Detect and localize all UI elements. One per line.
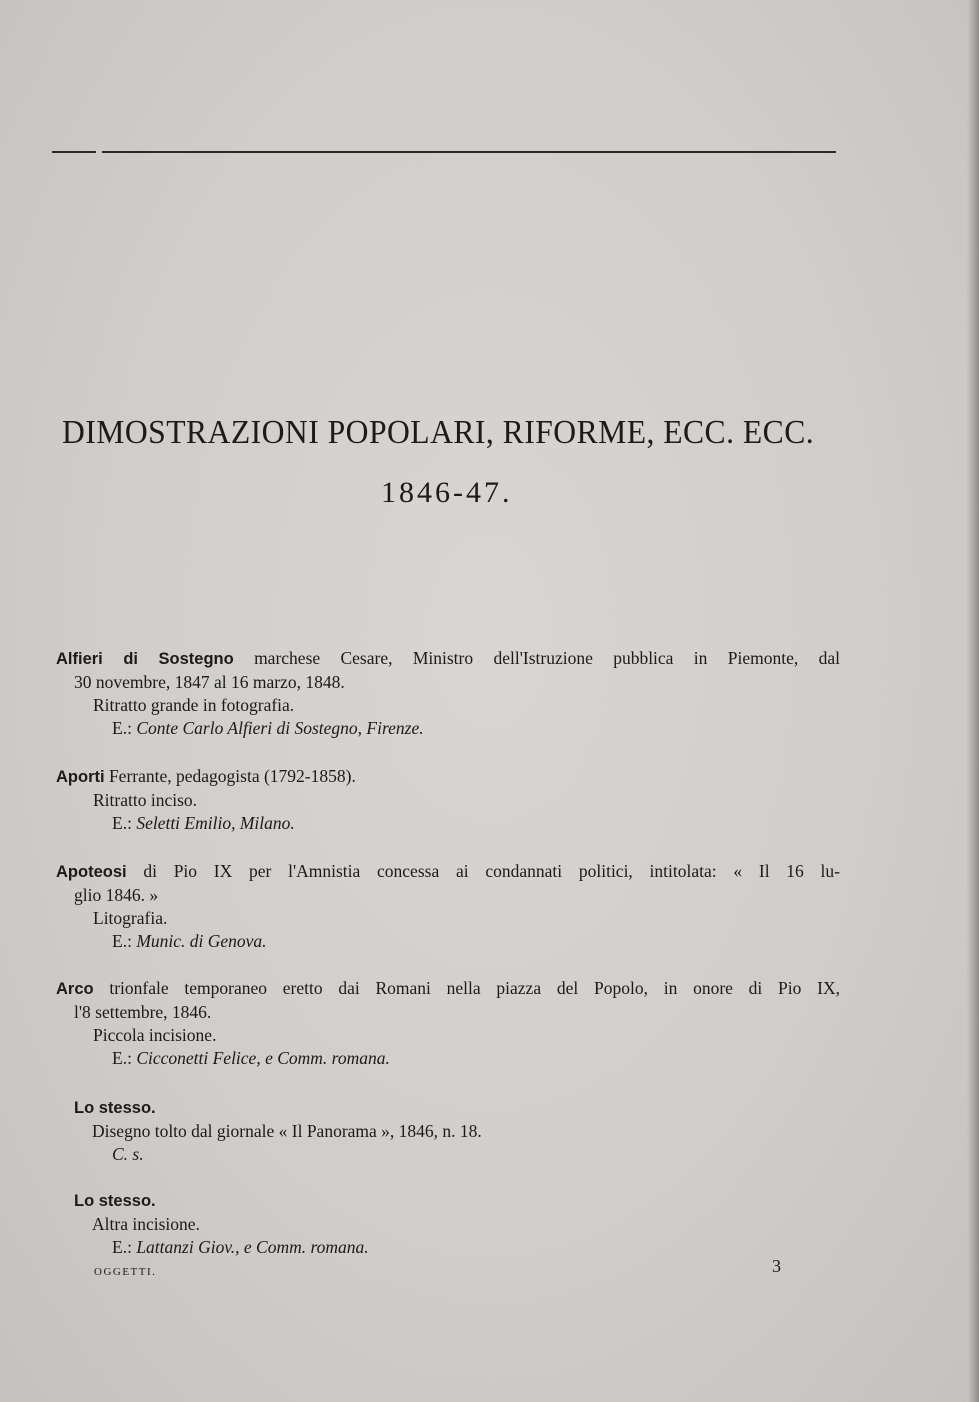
entry-editor	[74, 1143, 860, 1166]
entry-head: Alfieri di Sostegno	[56, 650, 234, 668]
entry-kind: Ritratto grande in fotografia.	[93, 695, 295, 715]
entry-head: Lo stesso.	[74, 1192, 156, 1210]
editor-prefix: E.:	[112, 718, 137, 738]
entry-first-line	[56, 860, 840, 884]
entry-continuation: glio 1846. »	[74, 885, 159, 905]
editor-name: Seletti Emilio, Milano.	[136, 813, 295, 833]
entry-first-line	[74, 1189, 860, 1213]
section-years: 1846-47.	[381, 476, 513, 509]
entry-continuation: l'8 settembre, 1846.	[74, 1002, 212, 1022]
editor-name: C. s.	[112, 1144, 144, 1164]
entry-kind: Litografia.	[93, 908, 168, 928]
entry-arco	[56, 977, 842, 1070]
entry-editor	[74, 1236, 860, 1259]
entry-head: Lo stesso.	[74, 1099, 156, 1117]
page-number: 3	[772, 1256, 781, 1276]
editor-prefix: E.:	[112, 1048, 137, 1068]
editor-name: Lattanzi Giov., e Comm. romana.	[136, 1237, 369, 1257]
entry-first-line	[56, 977, 840, 1001]
header-rule	[52, 151, 836, 169]
rule-segment-long	[102, 151, 836, 153]
entry-text: Ferrante, pedagogista (1792-1858).	[104, 766, 356, 786]
entry-continuation: 30 novembre, 1847 al 16 marzo, 1848.	[74, 672, 345, 692]
entry-first-line	[56, 647, 840, 671]
entry-editor	[56, 1047, 842, 1070]
entry-apoteosi	[56, 860, 842, 953]
editor-prefix: E.:	[112, 931, 137, 951]
entry-head: Arco	[56, 980, 94, 998]
entry-editor	[56, 812, 842, 835]
editor-name: Munic. di Genova.	[136, 931, 267, 951]
entry-lo-stesso-1	[74, 1096, 860, 1166]
editor-name: Conte Carlo Alfieri di Sostegno, Firenze.	[136, 718, 424, 738]
entry-text: marchese Cesare, Ministro dell'Istruzione pubblica in Piemonte, dal	[233, 648, 840, 668]
entry-kind: Piccola incisione.	[93, 1025, 217, 1045]
entry-head: Apoteosi	[56, 863, 127, 881]
footer-section-label: OGGETTI.	[94, 1266, 157, 1278]
entry-aporti	[56, 765, 842, 835]
editor-name: Cicconetti Felice, e Comm. romana.	[136, 1048, 390, 1068]
rule-segment-short	[52, 151, 96, 153]
entry-editor	[56, 930, 842, 953]
entry-kind: Altra incisione.	[92, 1214, 200, 1234]
entry-editor	[56, 717, 842, 740]
editor-prefix: E.:	[112, 1237, 137, 1257]
entry-first-line	[56, 765, 842, 789]
entry-head: Aporti	[56, 768, 105, 786]
editor-prefix: E.:	[112, 813, 137, 833]
entry-kind: Ritratto inciso.	[93, 790, 198, 810]
section-title: DIMOSTRAZIONI POPOLARI, RIFORME, ECC. ECC.	[62, 414, 815, 451]
entry-lo-stesso-2	[74, 1189, 860, 1259]
entry-first-line	[74, 1096, 860, 1120]
page-edge-shadow	[967, 0, 979, 1402]
entry-alfieri	[56, 647, 842, 740]
entry-text: trionfale temporaneo eretto dai Romani nella piazza del Popolo, in onore di Pio IX,	[93, 978, 840, 998]
entry-text: di Pio IX per l'Amnistia concessa ai condannati politici, intitolata: « Il 16 lu-	[126, 861, 840, 881]
entry-kind: Disegno tolto dal giornale « Il Panorama », 1846, n. 18.	[92, 1121, 482, 1141]
